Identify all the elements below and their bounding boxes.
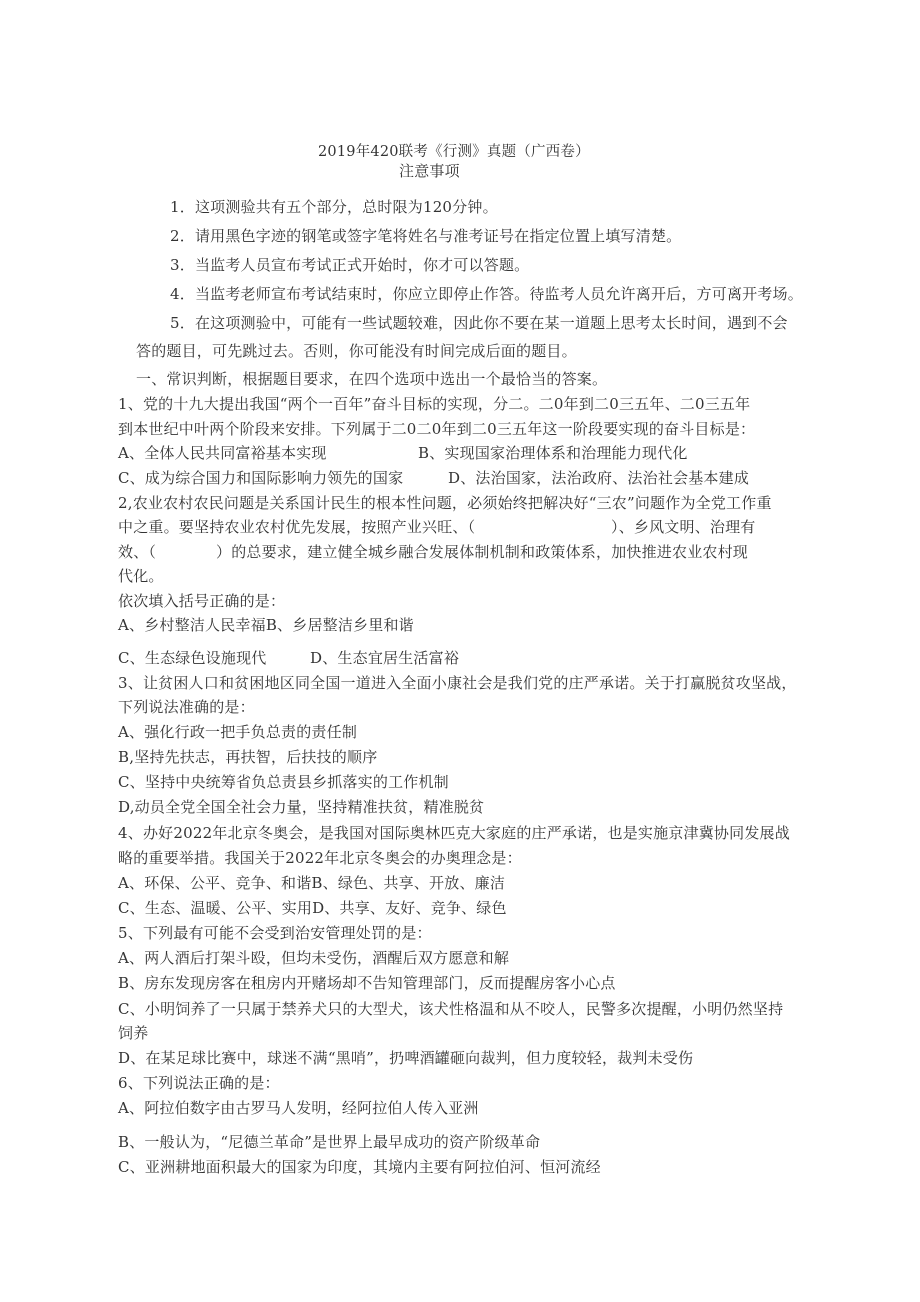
- q3-option-a: A、强化行政一把手负总责的责任制: [118, 723, 358, 741]
- q2-stem-3b: ）的总要求，建立健全城乡融合发展体制机制和政策体系，加快推进农业农村现: [216, 543, 749, 561]
- q3-stem-1: 3、让贫困人口和贫困地区同全国一道进入全面小康社会是我们党的庄严承诺。关于打赢脱贫攻坚战，: [118, 674, 797, 692]
- q1-stem-1: 1、党的十九大提出我国“两个一百年”奋斗目标的实现，分二。二0年到二0三五年、二0三五年: [118, 395, 751, 413]
- q3-option-b: B,坚持先扶志，再扶智，后扶技的顺序: [118, 748, 378, 766]
- q2-option-c: C、生态绿色设施现代: [118, 649, 267, 667]
- q1-option-a: A、全体人民共同富裕基本实现: [118, 444, 327, 462]
- q1-option-c: C、成为综合国力和国际影响力领先的国家: [118, 469, 404, 487]
- q6-stem: 6、下列说法正确的是：: [118, 1074, 280, 1092]
- note-5: 5．在这项测验中，可能有一些试题较难，因此你不要在某一道题上思考太长时间，遇到不会: [170, 314, 788, 332]
- q3-option-c: C、坚持中央统筹省负总责县乡抓落实的工作机制: [118, 773, 449, 791]
- note-3: 3．当监考人员宣布考试正式开始时，你才可以答题。: [170, 256, 530, 274]
- q3-option-d: D,动员全党全国全社会力量，坚持精准扶贫，精准脱贫: [118, 798, 485, 816]
- note-5-cont: 答的题目，可先跳过去。否则，你可能没有时间完成后面的题目。: [136, 342, 577, 360]
- q5-option-b: B、房东发现房客在租房内开赌场却不告知管理部门，反而提醒房客小心点: [118, 974, 616, 992]
- document-title: 2019年420联考《行测》真题（广西卷）: [318, 144, 590, 160]
- q6-option-b: B、一般认为，“尼德兰革命”是世界上最早成功的资产阶级革命: [118, 1133, 541, 1151]
- q2-prompt: 依次填入括号正确的是：: [118, 592, 286, 610]
- q1-option-b: B、实现国家治理体系和治理能力现代化: [418, 444, 688, 462]
- q2-stem-1: 2,农业农村农民问题是关系国计民生的根本性问题，必须始终把解决好“三农”问题作为全党工作重: [118, 494, 772, 512]
- q2-options-ab: A、乡村整洁人民幸福B、乡居整洁乡里和谐: [118, 616, 414, 634]
- q2-stem-2a: 中之重。要坚持农业农村优先发展，按照产业兴旺、（: [118, 518, 476, 536]
- note-4: 4．当监考老师宣布考试结束时，你应立即停止作答。待监考人员允许离开后，方可离开考场。: [170, 285, 803, 303]
- q5-stem: 5、下列最有可能不会受到治安管理处罚的是：: [118, 924, 432, 942]
- q3-stem-2: 下列说法准确的是：: [118, 698, 255, 716]
- q1-stem-2: 到本世纪中叶两个阶段来安排。下列属于二0二0年到二0三五年这一阶段要实现的奋斗目标是：: [118, 420, 756, 438]
- q2-stem-4: 代化。: [118, 567, 164, 585]
- q6-option-c: C、亚洲耕地面积最大的国家为印度，其境内主要有阿拉伯河、恒河流经: [118, 1158, 601, 1176]
- q1-option-d: D、法治国家，法治政府、法治社会基本建成: [448, 469, 750, 487]
- q6-option-a: A、阿拉伯数字由古罗马人发明，经阿拉伯人传入亚洲: [118, 1099, 479, 1117]
- q2-option-d: D、生态宜居生活富裕: [310, 649, 460, 667]
- q4-options-ab: A、环保、公平、竞争、和谐B、绿色、共享、开放、廉洁: [118, 874, 506, 892]
- q4-options-cd: C、生态、温暖、公平、实用D、共享、友好、竞争、绿色: [118, 899, 507, 917]
- notes-heading: 注意事项: [399, 162, 460, 180]
- q5-option-d: D、在某足球比赛中，球迷不满“黑哨”，扔啤酒罐砸向裁判，但力度较轻，裁判未受伤: [118, 1049, 694, 1067]
- q2-stem-3a: 效、（: [118, 543, 157, 561]
- q5-option-c-cont: 饲养: [118, 1024, 149, 1042]
- section-heading: 一、常识判断，根据题目要求，在四个选项中选出一个最恰当的答案。: [136, 370, 608, 388]
- q5-option-a: A、两人酒后打架斗殴，但均未受伤，酒醒后双方愿意和解: [118, 949, 510, 967]
- note-2: 2．请用黑色字迹的钢笔或签字笔将姓名与准考证号在指定位置上填写清楚。: [170, 227, 682, 245]
- q4-stem-1: 4、办好2022年北京冬奥会，是我国对国际奥林匹克大家庭的庄严承诺，也是实施京津冀协同发展战: [118, 824, 790, 842]
- q5-option-c: C、小明饲养了一只属于禁养犬只的大型犬，该犬性格温和从不咬人，民警多次提醒，小明仍然坚持: [118, 1000, 784, 1018]
- note-1: 1．这项测验共有五个部分，总时限为120分钟。: [170, 198, 498, 216]
- q2-stem-2b: ）、乡风文明、治理有: [611, 518, 756, 536]
- q4-stem-2: 略的重要举措。我国关于2022年北京冬奥会的办奥理念是：: [118, 849, 522, 867]
